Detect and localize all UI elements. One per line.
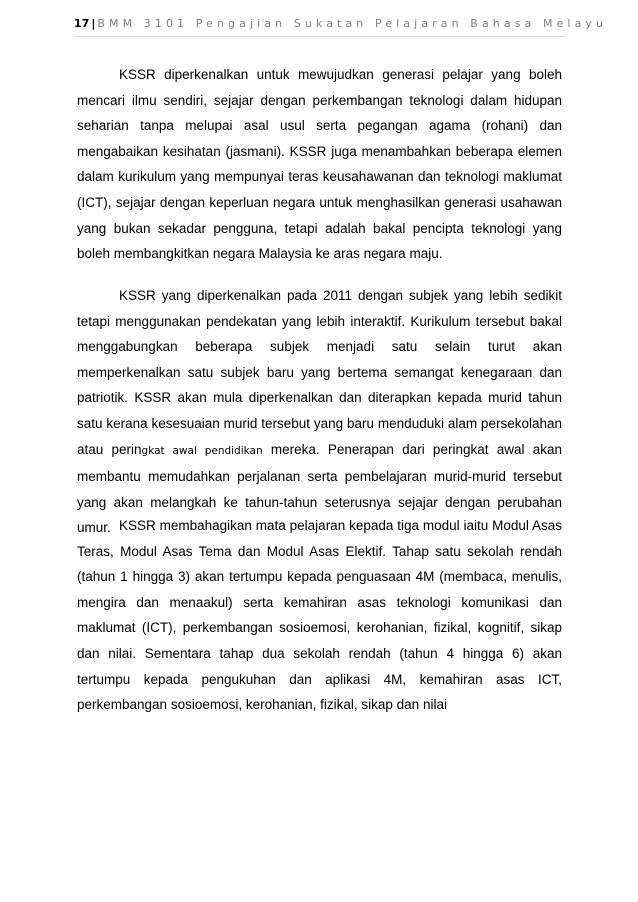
- paragraph-2-block: [77, 283, 562, 541]
- paragraph-2: [77, 283, 562, 541]
- paragraph-3: KSSR membahagikan mata pelajaran kepada tiga modul iaitu Modul Asas Teras, Modul Asas Tema dan Modul Asas Elektif. Tahap satu sekolah rendah (tahun 1 hingga 3) akan tertumpu kepada penguasaan 4M (membaca, menulis, mengira dan menaakul) serta kemahiran asas teknologi komunikasi dan maklumat (ICT), perkembangan sosioemosi, kerohanian, fizikal, kognitif, sikap dan nilai. Sementara tahap dua sekolah rendah (tahun 4 hingga 6) akan tertumpu kepada pengukuhan dan aplikasi 4M, kemahiran asas ICT, perkembangan sosioemosi, kerohanian, fizikal, sikap dan nilai: [77, 518, 562, 713]
- page-header: [74, 16, 608, 37]
- page-number: 17: [74, 17, 90, 30]
- paragraph-1: KSSR diperkenalkan untuk mewujudkan generasi pelajar yang boleh mencari ilmu sendiri, sejajar dengan perkembangan teknologi dalam hidupan seharian tanpa melupai asal usul serta pegangan agama (rohani) dan mengabaikan kesihatan (jasmani). KSSR juga menambahkan beberapa elemen dalam kurikulum yang mempunyai teras keusahawanan dan teknologi maklumat (ICT), sejajar dengan keperluan negara untuk menghasilkan generasi usahawan yang bukan sekadar pengguna, tetapi adalah bakal pencipta teknologi yang boleh membangkitkan negara Malaysia ke aras negara maju.: [77, 67, 562, 262]
- header-separator: |: [91, 17, 96, 30]
- paragraph-2-text-end: mereka. Penerapan dari peringkat awal akan membantu memudahkan perjalanan serta pembelajaran murid-murid tersebut yang akan melangkah ke tahun-tahun seterusnya sejajar dengan perubahan umur.: [77, 441, 562, 536]
- paragraph-1-block: [77, 62, 562, 267]
- paragraph-2-text-start: KSSR yang diperkenalkan pada 2011 dengan subjek yang lebih sedikit tetapi menggunakan pendekatan yang lebih interaktif. Kurikulum tersebut bakal menggabungkan beberapa subjek menjadi satu selain turut akan memperkenalkan satu subjek baru yang bertema semangat kenegaraan dan patriotik. KSSR akan mula diperkenalkan dan diterapkan kepada murid tahun satu kerana kesesuaian murid tersebut yang baru menduduki alam persekolahan atau perin: [77, 288, 562, 457]
- paragraph-2-small-text: gkat awal pendidikan: [141, 444, 263, 457]
- paragraph-3-block: [77, 513, 562, 718]
- course-title: BMM 3101 Pengajian Sukatan Pelajaran Bahasa Melayu: [97, 17, 608, 30]
